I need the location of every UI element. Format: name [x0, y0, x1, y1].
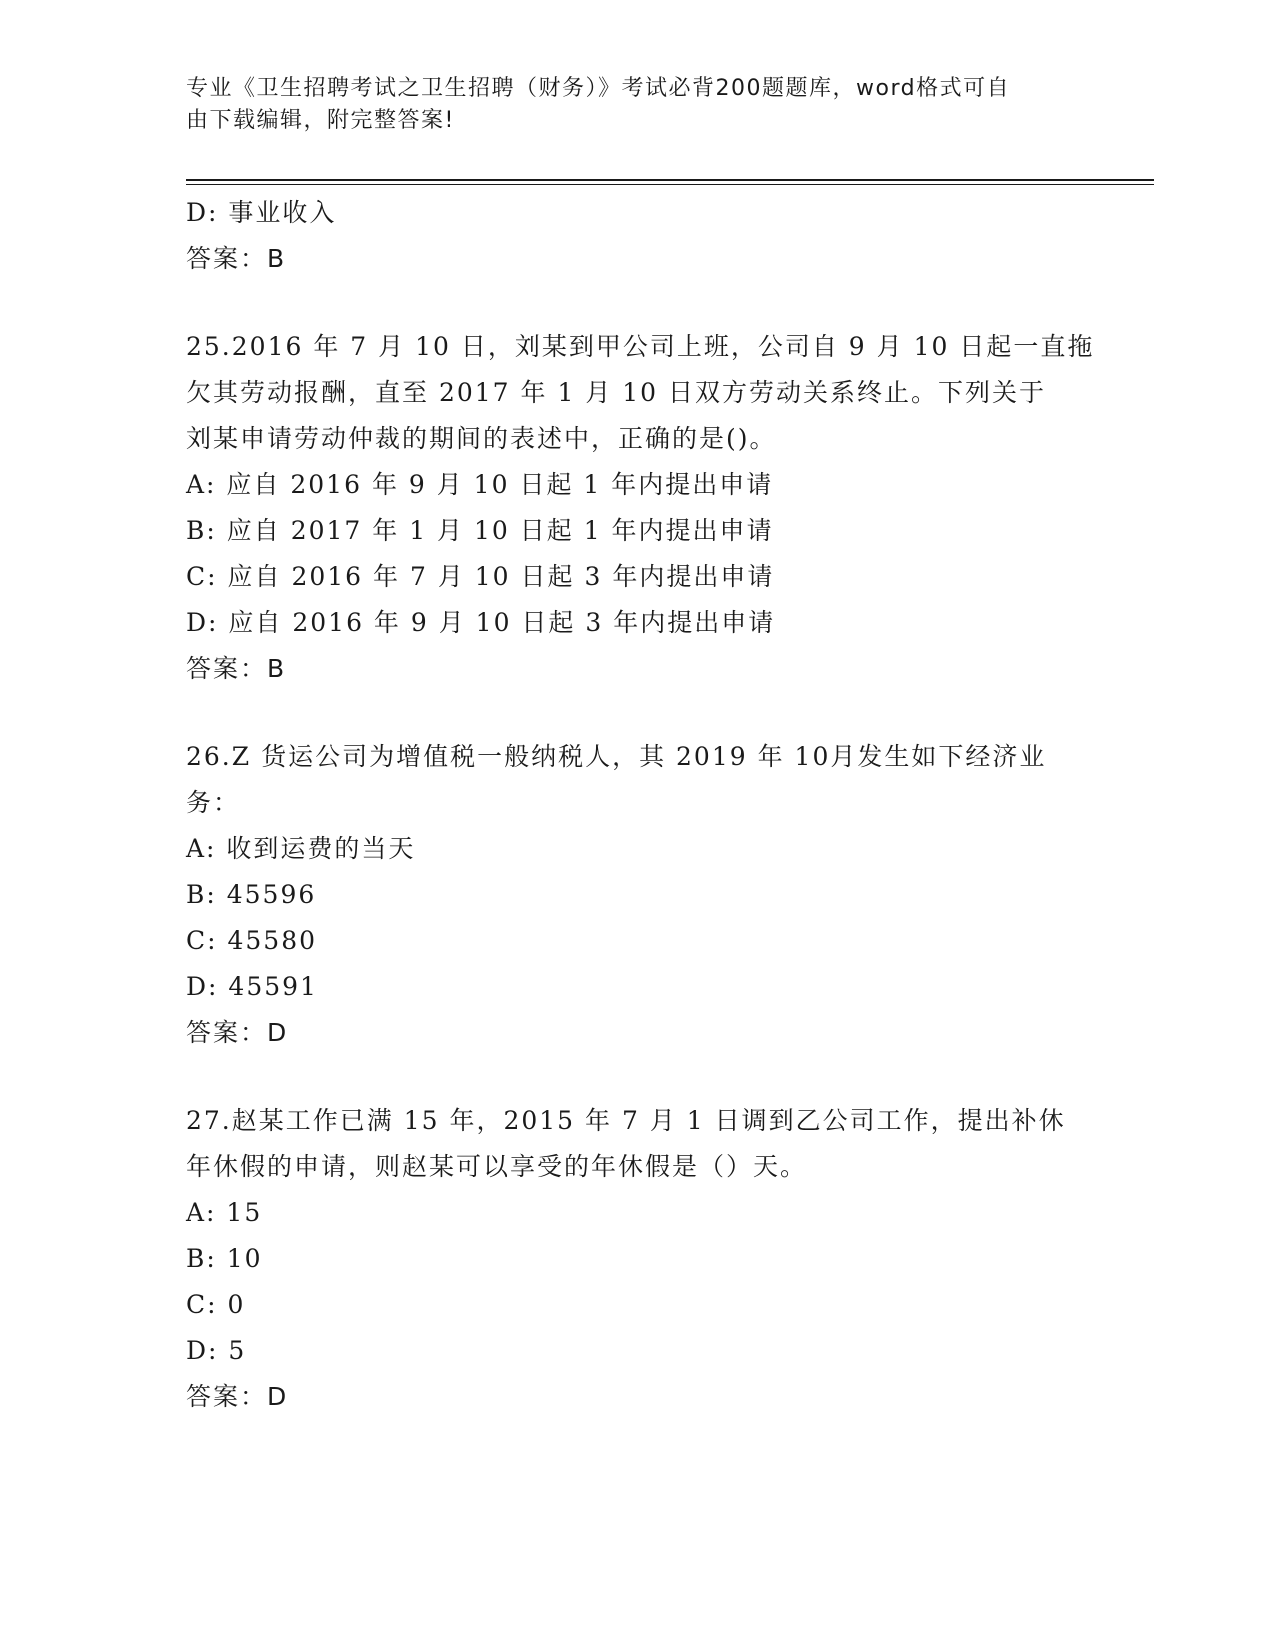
option-b: B: 10 — [186, 1244, 263, 1273]
option-d: D: 应自 2016 年 9 月 10 日起 3 年内提出申请 — [186, 608, 776, 637]
header-divider-thick — [186, 179, 1154, 181]
question-25 — [186, 324, 1095, 692]
option-b: B: 应自 2017 年 1 月 10 日起 1 年内提出申请 — [186, 516, 774, 545]
question-27 — [186, 1098, 1086, 1420]
option-d: D: 45591 — [186, 972, 318, 1001]
option-c: C: 应自 2016 年 7 月 10 日起 3 年内提出申请 — [186, 562, 775, 591]
option-a: A: 应自 2016 年 9 月 10 日起 1 年内提出申请 — [186, 470, 774, 499]
option-d: D: 5 — [186, 1336, 247, 1365]
question-text-line: 25.2016 年 7 月 10 日，刘某到甲公司上班，公司自 9 月 10 日起一直拖 — [186, 332, 1095, 361]
question-text-line: 26.Z 货运公司为增值税一般纳税人，其 2019 年 10月发生如下经济业 — [186, 742, 1047, 771]
header-line-2: 由下载编辑，附完整答案! — [186, 108, 455, 133]
previous-question-tail — [186, 190, 1086, 282]
option-a: A: 15 — [186, 1198, 263, 1227]
answer-line: 答案：D — [186, 1382, 289, 1411]
question-text-line: 年休假的申请，则赵某可以享受的年休假是（）天。 — [186, 1152, 808, 1181]
header-divider-thin — [186, 184, 1154, 185]
question-text-line: 27.赵某工作已满 15 年，2015 年 7 月 1 日调到乙公司工作，提出补休 — [186, 1106, 1066, 1135]
option-c: C: 0 — [186, 1290, 246, 1319]
question-content — [186, 190, 1095, 1420]
option-c: C: 45580 — [186, 926, 318, 955]
answer-line: 答案：B — [186, 244, 287, 273]
question-text-line: 务： — [186, 788, 241, 817]
answer-line: 答案：D — [186, 1018, 289, 1047]
question-26 — [186, 734, 1086, 1056]
option-b: B: 45596 — [186, 880, 317, 909]
option-d: D: 事业收入 — [186, 198, 337, 227]
header-line-1: 专业《卫生招聘考试之卫生招聘（财务）》考试必背200题题库，word格式可自 — [186, 76, 1011, 101]
question-text-line: 刘某申请劳动仲裁的期间的表述中，正确的是()。 — [186, 424, 777, 453]
option-a: A: 收到运费的当天 — [186, 834, 416, 863]
question-text-line: 欠其劳动报酬，直至 2017 年 1 月 10 日双方劳动关系终止。下列关于 — [186, 378, 1047, 407]
answer-line: 答案：B — [186, 654, 287, 683]
document-header — [186, 73, 1066, 137]
